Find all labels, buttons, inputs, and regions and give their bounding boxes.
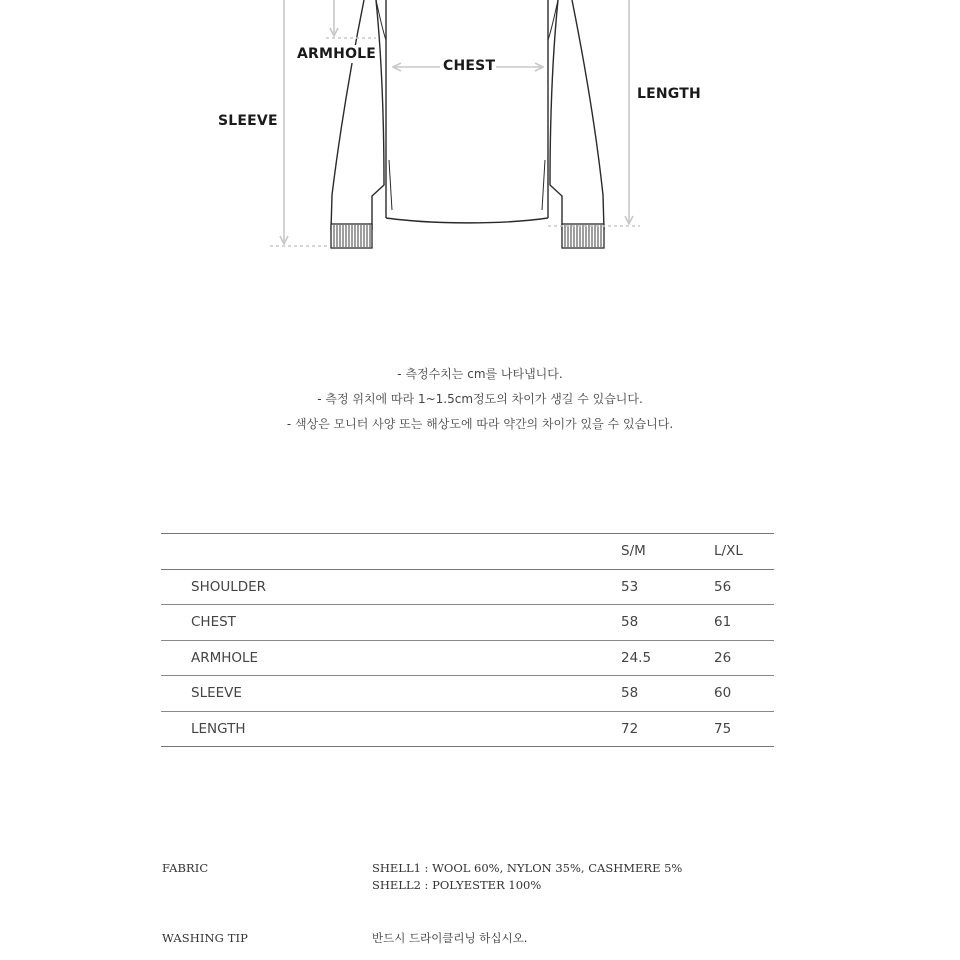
washing-tip-label: WASHING TIP (162, 931, 248, 945)
note-line: - 측정수치는 cm를 나타냅니다. (397, 367, 563, 381)
row-name: CHEST (191, 614, 236, 631)
row-name: SHOULDER (191, 578, 267, 595)
row-value-lxl: 26 (714, 649, 732, 666)
fabric-shell2: SHELL2 : POLYESTER 100% (372, 878, 542, 892)
table-row (161, 640, 774, 676)
note-line: - 측정 위치에 따라 1~1.5cm정도의 차이가 생길 수 있습니다. (317, 392, 643, 406)
row-value-sm: 72 (621, 720, 639, 737)
row-value-lxl: 61 (714, 614, 732, 631)
row-value-sm: 58 (621, 614, 639, 631)
sweater-body (331, 0, 604, 230)
table-row (161, 676, 774, 712)
right-cuff-ribbing (562, 224, 604, 248)
garment-diagram (0, 0, 960, 260)
header-size-sm: S/M (621, 543, 646, 560)
row-value-lxl: 56 (714, 578, 732, 595)
row-value-sm: 24.5 (621, 649, 652, 666)
table-row (161, 605, 774, 641)
size-chart-table (161, 533, 774, 747)
sleeve-label: SLEEVE (218, 113, 278, 129)
length-label: LENGTH (637, 86, 701, 102)
table-header-row (161, 534, 774, 570)
armhole-label: ARMHOLE (297, 46, 377, 62)
fabric-label: FABRIC (162, 861, 209, 875)
header-size-lxl: L/XL (714, 543, 743, 560)
row-name: ARMHOLE (191, 649, 259, 666)
row-value-sm: 58 (621, 685, 639, 702)
header-name (161, 534, 621, 570)
row-value-sm: 53 (621, 578, 639, 595)
measurement-notes (0, 362, 960, 437)
table-row (161, 711, 774, 747)
left-cuff-ribbing (331, 224, 372, 248)
row-name: SLEEVE (191, 685, 242, 702)
measurement-arrows (270, 0, 640, 246)
sweater-outline-drawing (0, 0, 960, 260)
fabric-shell1: SHELL1 : WOOL 60%, NYLON 35%, CASHMERE 5% (372, 861, 683, 875)
washing-tip-value: 반드시 드라이클리닝 하십시오. (372, 931, 528, 945)
row-value-lxl: 75 (714, 720, 732, 737)
chest-label: CHEST (443, 58, 496, 74)
row-name: LENGTH (191, 720, 246, 737)
row-value-lxl: 60 (714, 685, 732, 702)
note-line: - 색상은 모니터 사양 또는 해상도에 따라 약간의 차이가 있을 수 있습니다. (286, 417, 674, 431)
table-row (161, 569, 774, 605)
